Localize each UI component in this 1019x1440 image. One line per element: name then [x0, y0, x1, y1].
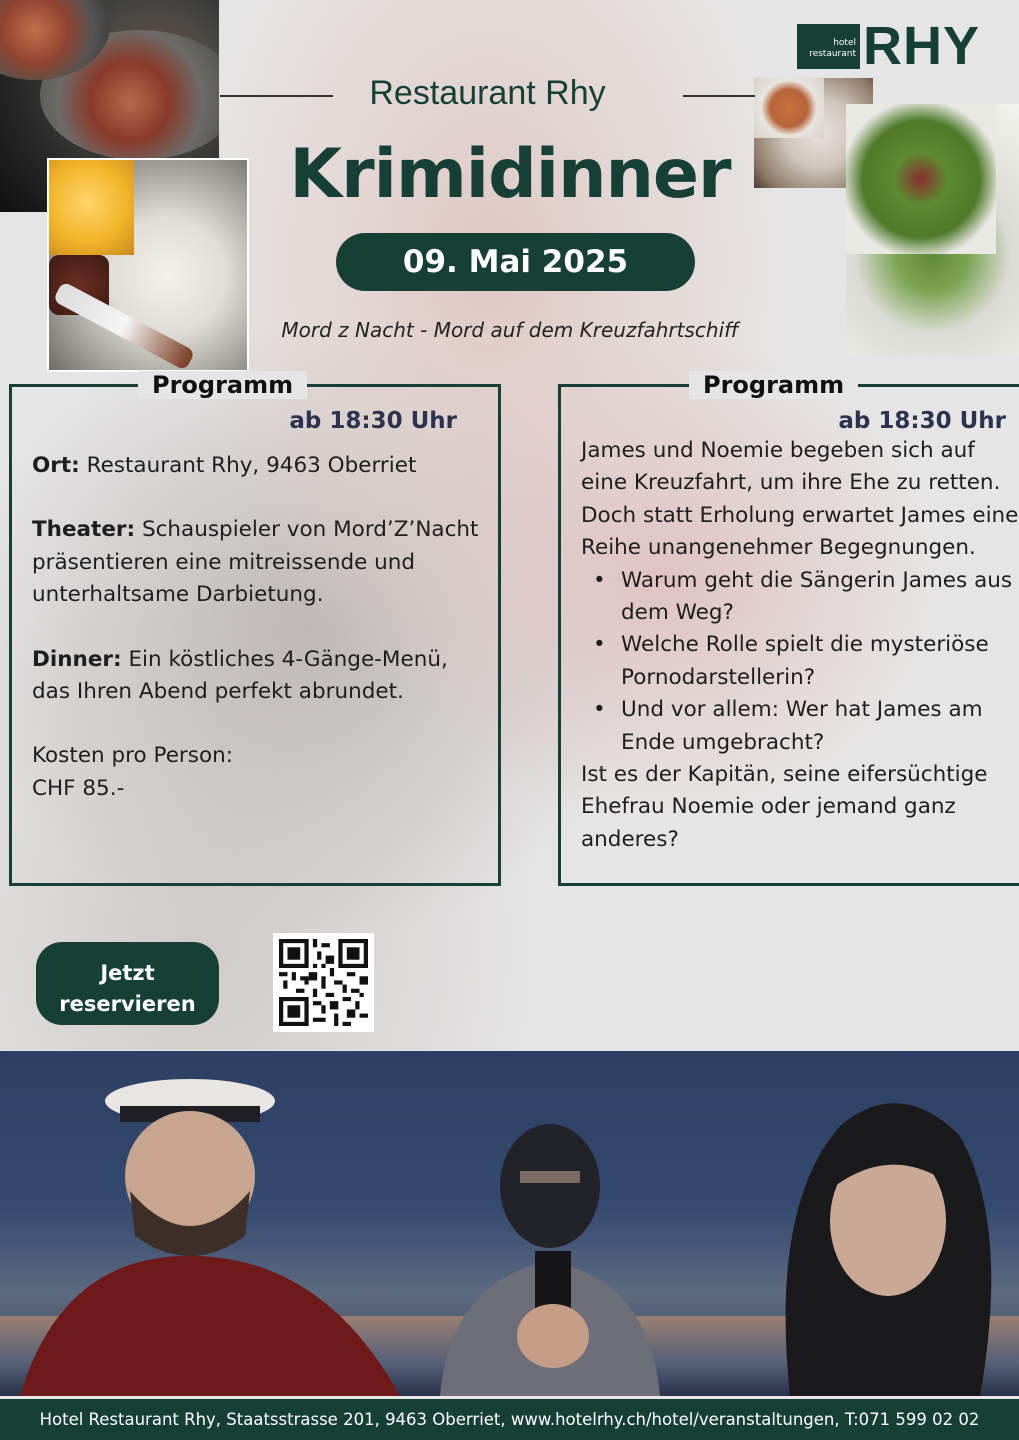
theater-text: Schauspieler von Mord’Z’Nacht präsentieren eine mitreissende und unterhaltsame Darbietung. — [32, 517, 479, 608]
footer-contact: Hotel Restaurant Rhy, Staatsstrasse 201, 9463 Oberriet, www.hotelrhy.ch/hotel/veranstaltungen, T:071 599 02 02 — [0, 1399, 1019, 1440]
story-body — [581, 435, 1019, 856]
logo-word: RHY — [863, 16, 981, 76]
logo-small-restaurant: restaurant — [809, 48, 856, 59]
theater-paragraph — [32, 514, 492, 611]
woman-silhouette — [770, 1086, 1000, 1396]
story-questions — [581, 565, 1019, 759]
logo-box — [797, 24, 860, 69]
logo-small-hotel: hotel — [833, 37, 856, 48]
location-paragraph — [32, 450, 492, 482]
program-time: ab 18:30 Uhr — [289, 408, 457, 434]
gunman-silhouette — [430, 1111, 670, 1396]
reserve-button[interactable] — [36, 942, 219, 1025]
story-outro: Ist es der Kapitän, seine eifersüchtige Ehefrau Noemie oder jemand ganz anderes? — [581, 762, 988, 852]
location-text: Restaurant Rhy, 9463 Oberriet — [79, 453, 417, 478]
restaurant-subtitle: Restaurant Rhy — [369, 74, 606, 112]
program-time: ab 18:30 Uhr — [838, 408, 1006, 434]
event-date-badge: 09. Mai 2025 — [336, 233, 695, 291]
theater-label: Theater: — [32, 517, 136, 543]
food-photo-salad — [846, 104, 1019, 356]
story-question: • Und vor allem: Wer hat James am Ende umgebracht? — [581, 694, 1019, 759]
captain-silhouette — [20, 1061, 420, 1396]
page-title: Krimidinner — [289, 135, 731, 214]
masked-gunman-figure — [430, 1111, 670, 1396]
cost-label: Kosten pro Person: — [32, 743, 233, 769]
story-question: • Welche Rolle spielt die mysteriöse Pornodarstellerin? — [581, 629, 1019, 694]
story-intro: James und Noemie begeben sich auf eine Kreuzfahrt, um ihre Ehe zu retten. Doch statt Erholung erwartet James eine Reihe unangenehmer Begegnungen. — [581, 438, 1019, 561]
program-box-details — [9, 371, 501, 886]
program-details-body — [32, 450, 492, 805]
program-box-story — [558, 371, 1019, 886]
dinner-text: Ein köstliches 4-Gänge-Menü, das Ihren Abend perfekt abrundet. — [32, 646, 448, 705]
hotel-logo — [797, 16, 987, 76]
crime-scene-photo — [0, 1051, 1019, 1396]
location-label: Ort: — [32, 453, 80, 478]
story-question: • Warum geht die Sängerin James aus dem Weg? — [581, 565, 1019, 630]
reserve-button-line2: reservieren — [59, 991, 196, 1016]
dinner-label: Dinner: — [32, 646, 122, 672]
reserve-button-line1: Jetzt — [100, 960, 155, 985]
subtitle-block — [220, 74, 755, 118]
program-heading: Programm — [689, 371, 858, 399]
qr-code[interactable] — [273, 933, 374, 1032]
qr-code-pattern — [279, 939, 368, 1026]
dinner-paragraph — [32, 644, 492, 709]
captain-figure — [20, 1061, 420, 1396]
cost-value: CHF 85.- — [32, 775, 125, 801]
woman-figure — [770, 1086, 1000, 1396]
program-heading: Programm — [138, 371, 307, 399]
food-photo-dessert — [47, 158, 249, 372]
event-tagline: Mord z Nacht - Mord auf dem Kreuzfahrtschiff — [281, 318, 739, 342]
